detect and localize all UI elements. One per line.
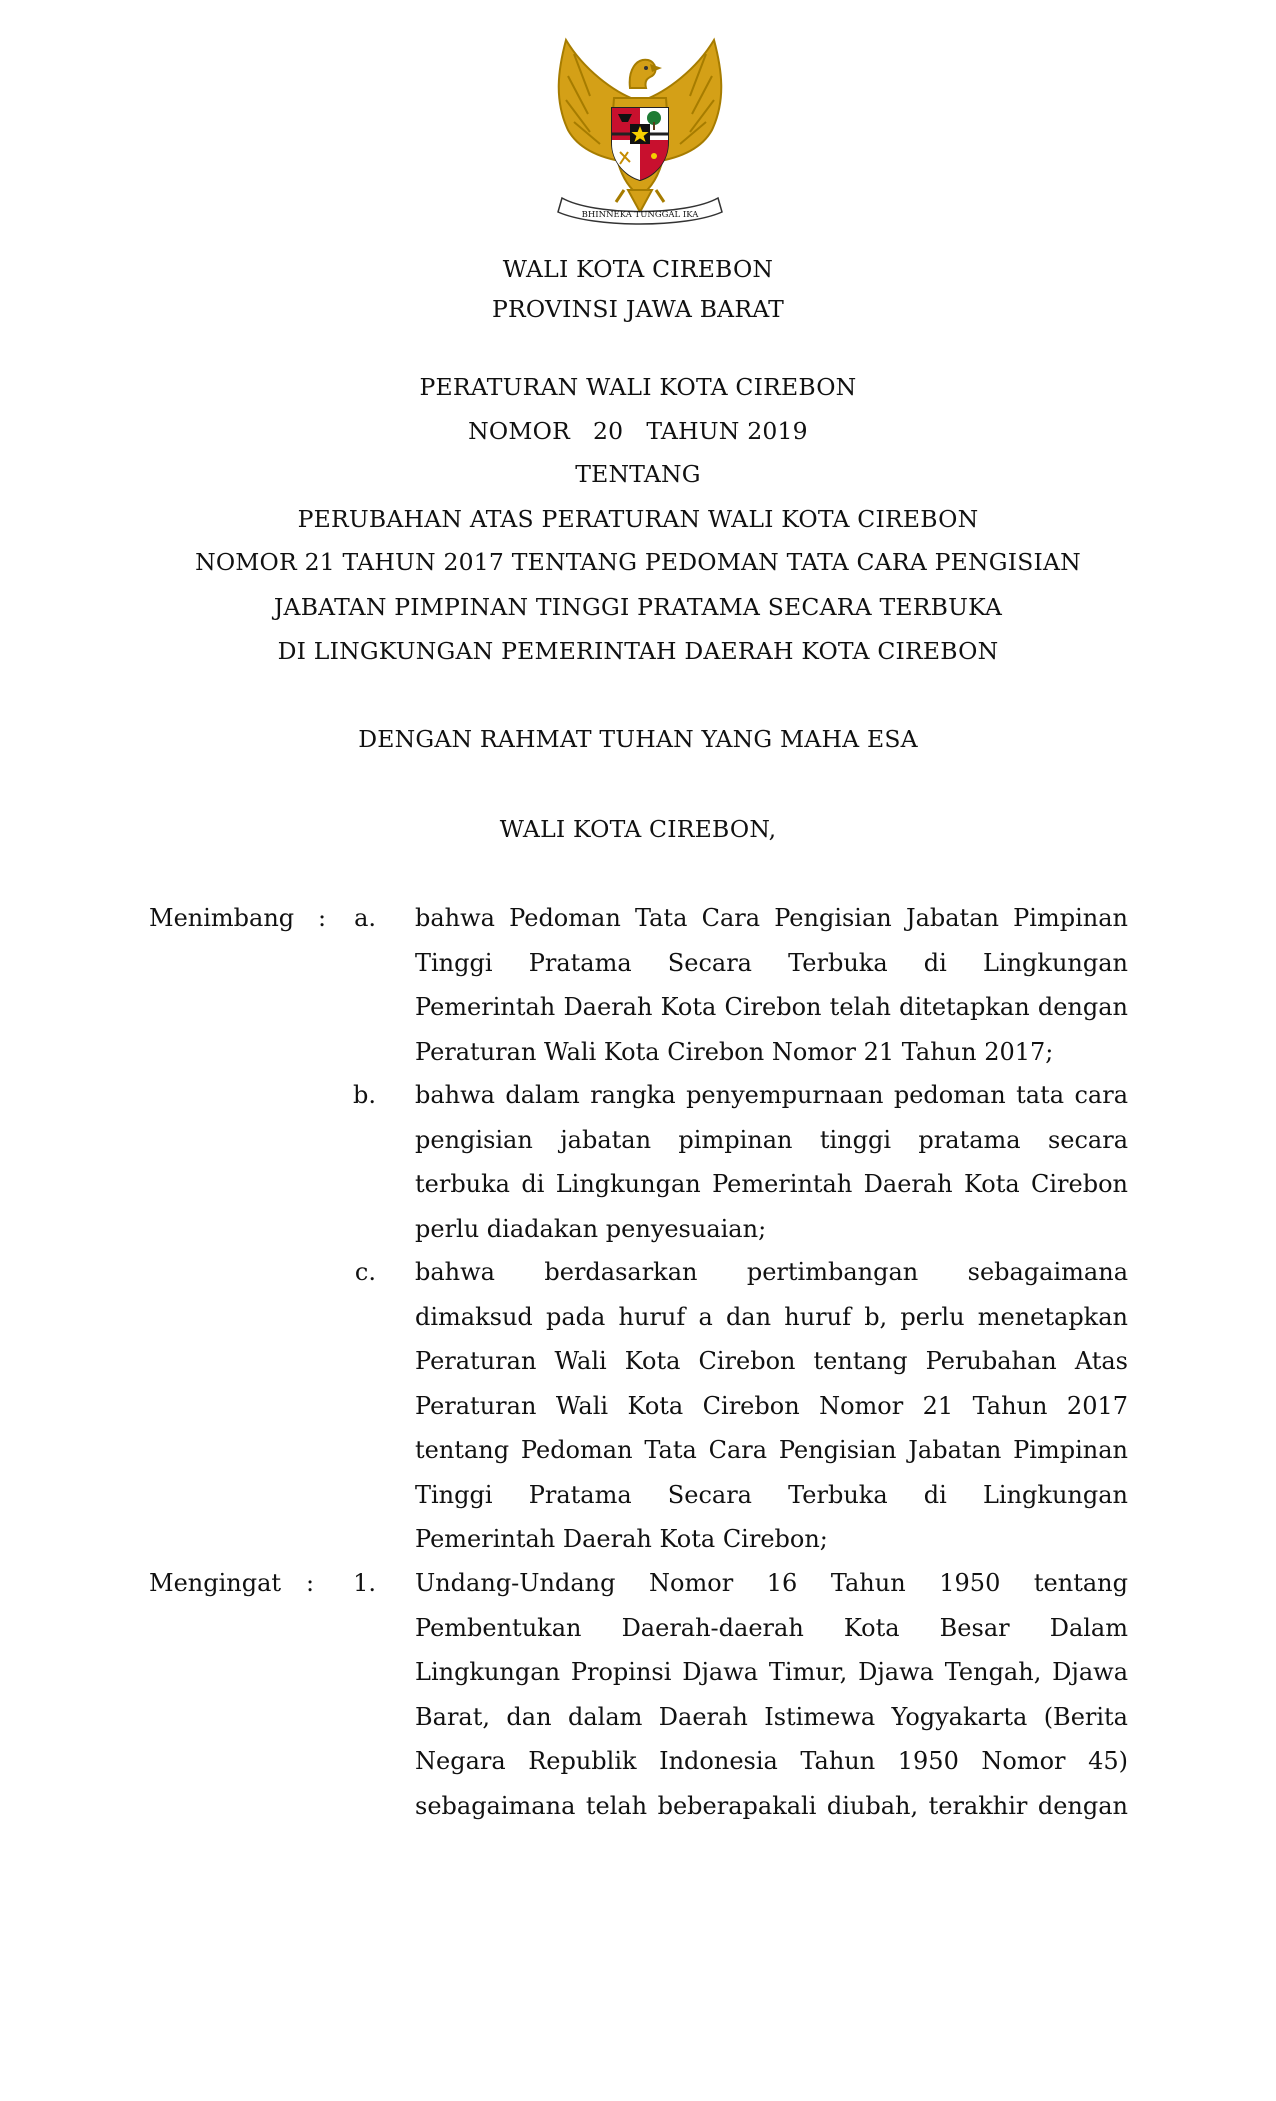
item-line: pengisian jabatan pimpinan tinggi pratama secara <box>415 1125 1128 1154</box>
item-line: perlu diadakan penyesuaian; <box>415 1214 767 1243</box>
enactor: WALI KOTA CIREBON, <box>499 815 777 843</box>
item-line: Tinggi Pratama Secara Terbuka di Lingkungan <box>415 1480 1128 1509</box>
item-line: tentang Pedoman Tata Cara Pengisian Jabatan Pimpinan <box>415 1436 1128 1464</box>
item-line: Pembentukan Daerah-daerah Kota Besar Dalam <box>415 1613 1128 1642</box>
item-line: bahwa Pedoman Tata Cara Pengisian Jabatan Pimpinan <box>415 904 1128 932</box>
regulation-subject-line: DI LINGKUNGAN PEMERINTAH DAERAH KOTA CIREBON <box>277 637 999 665</box>
item-line: Peraturan Wali Kota Cirebon tentang Perubahan Atas <box>415 1347 1128 1375</box>
regulation-number: NOMOR 20 TAHUN 2019 <box>468 417 808 445</box>
item-line: sebagaimana telah beberapakali diubah, terakhir dengan <box>415 1791 1128 1820</box>
item-line: bahwa berdasarkan pertimbangan sebagaimana <box>415 1258 1128 1286</box>
regulation-subject-line: PERUBAHAN ATAS PERATURAN WALI KOTA CIREBON <box>297 505 979 533</box>
menimbang-item-b <box>415 1073 1128 1251</box>
mengingat-colon: : <box>306 1569 315 1597</box>
item-line: Peraturan Wali Kota Cirebon Nomor 21 Tahun 2017; <box>415 1037 1054 1066</box>
item-line: Undang-Undang Nomor 16 Tahun 1950 tentang <box>415 1569 1128 1597</box>
menimbang-item-marker: a. <box>354 904 376 932</box>
authority-title: WALI KOTA CIREBON <box>502 255 774 283</box>
regulation-about: TENTANG <box>575 460 701 488</box>
menimbang-colon: : <box>318 904 327 932</box>
mengingat-label: Mengingat <box>149 1569 282 1597</box>
regulation-subject-line: NOMOR 21 TAHUN 2017 TENTANG PEDOMAN TATA CARA PENGISIAN <box>195 548 1081 576</box>
regulation-type: PERATURAN WALI KOTA CIREBON <box>419 373 857 401</box>
menimbang-item-marker: b. <box>353 1081 376 1109</box>
item-line: Barat, dan dalam Daerah Istimewa Yogyakarta (Berita <box>415 1702 1128 1731</box>
menimbang-item-marker: c. <box>354 1258 376 1286</box>
province-title: PROVINSI JAWA BARAT <box>492 295 784 323</box>
item-line: Negara Republik Indonesia Tahun 1950 Nomor 45) <box>415 1747 1128 1775</box>
invocation: DENGAN RAHMAT TUHAN YANG MAHA ESA <box>358 725 918 753</box>
item-line: Pemerintah Daerah Kota Cirebon; <box>415 1525 828 1553</box>
menimbang-item-a <box>415 896 1128 1074</box>
item-line: terbuka di Lingkungan Pemerintah Daerah Kota Cirebon <box>415 1170 1128 1198</box>
item-line: dimaksud pada huruf a dan huruf b, perlu menetapkan <box>415 1302 1128 1331</box>
garuda-pancasila-emblem <box>544 30 736 228</box>
mengingat-item-1 <box>415 1561 1128 1828</box>
item-line: Tinggi Pratama Secara Terbuka di Lingkungan <box>415 948 1128 977</box>
item-line: Peraturan Wali Kota Cirebon Nomor 21 Tahun 2017 <box>415 1391 1128 1420</box>
mengingat-item-marker: 1. <box>353 1569 376 1597</box>
regulation-subject-line: JABATAN PIMPINAN TINGGI PRATAMA SECARA TERBUKA <box>273 593 1003 621</box>
item-line: Lingkungan Propinsi Djawa Timur, Djawa Tengah, Djawa <box>415 1658 1128 1686</box>
item-line: Pemerintah Daerah Kota Cirebon telah ditetapkan dengan <box>415 993 1128 1021</box>
menimbang-item-c <box>415 1250 1128 1562</box>
emblem-motto: BHINNEKA TUNGGAL IKA <box>581 210 699 220</box>
menimbang-label: Menimbang <box>149 904 295 932</box>
item-line: bahwa dalam rangka penyempurnaan pedoman tata cara <box>415 1081 1128 1109</box>
